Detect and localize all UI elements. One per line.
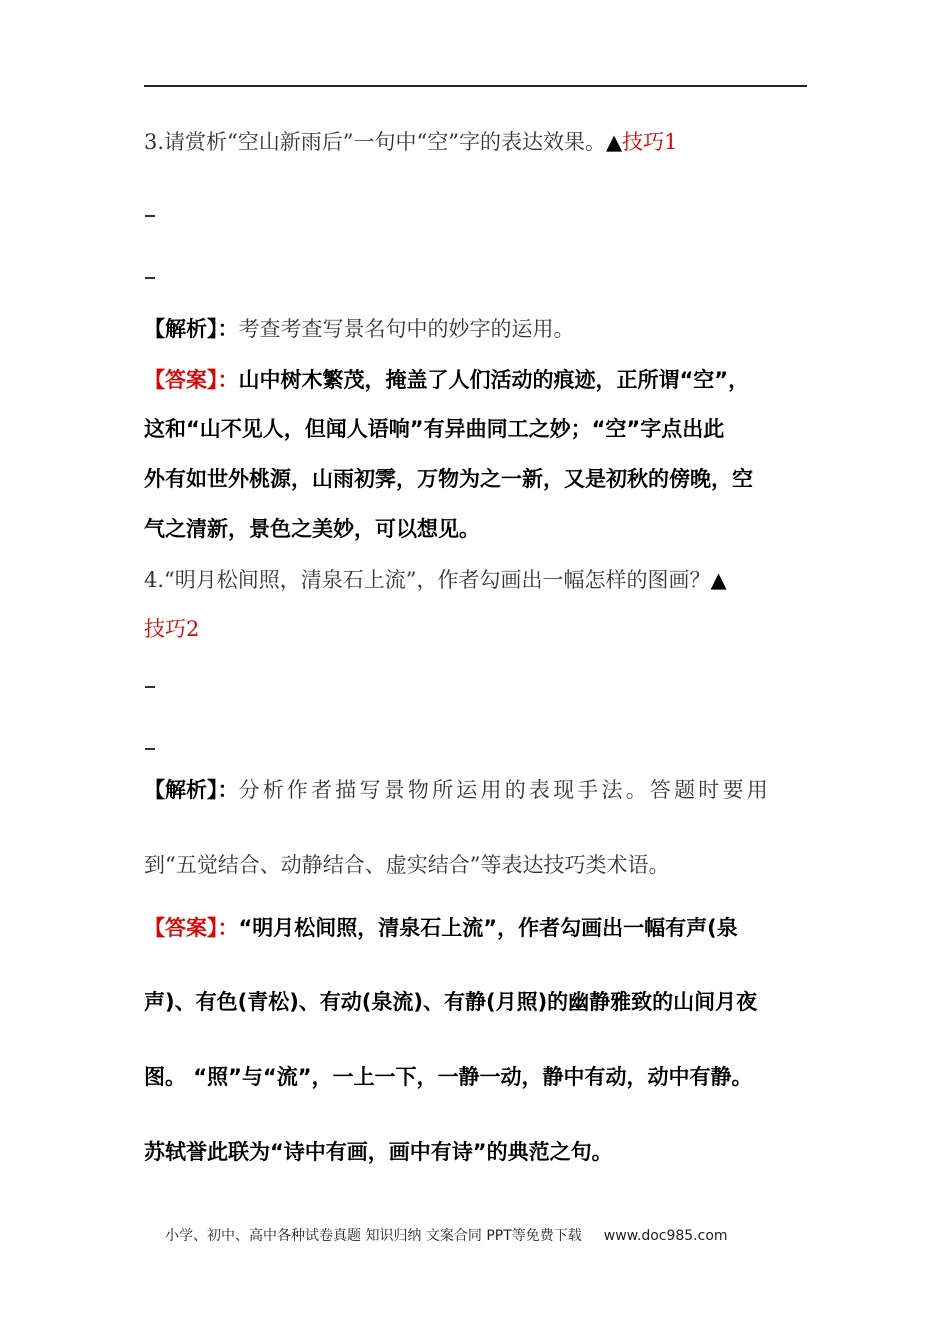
question-4-text: 4.“明月松间照，清泉石上流”，作者勾画出一幅怎样的图画？ <box>144 568 711 592</box>
question-4-analysis <box>144 776 771 804</box>
answer-line: “明月松间照，清泉石上流”，作者勾画出一幅有声(泉 <box>238 916 738 940</box>
answer-blank-line[interactable] <box>145 748 155 750</box>
question-4-answer <box>144 914 738 942</box>
answer-blank-line[interactable] <box>145 277 155 279</box>
answer-line: 苏轼誉此联为“诗中有画，画中有诗”的典范之句。 <box>144 1140 613 1164</box>
triangle-icon: ▲ <box>710 568 727 592</box>
question-3-tip: 技巧1 <box>622 130 678 154</box>
answer-line: 外有如世外桃源，山雨初霁，万物为之一新，又是初秋的傍晚，空 <box>144 467 753 491</box>
answer-line: 声)、有色(青松)、有动(泉流)、有静(月照)的幽静雅致的山间月夜 <box>144 990 758 1014</box>
answer-line: 气之清新，景色之美妙，可以想见。 <box>144 517 480 541</box>
analysis-label: 【解析】： <box>144 778 239 802</box>
page-footer <box>165 1226 728 1246</box>
analysis-text: 考查考查写景名句中的妙字的运用。 <box>238 317 575 341</box>
question-3-answer <box>144 366 749 394</box>
question-4 <box>144 566 727 594</box>
question-3-analysis <box>144 315 575 343</box>
header-rule <box>144 85 807 87</box>
answer-line: 山中树木繁茂，掩盖了人们活动的痕迹，正所谓“空”， <box>238 368 750 392</box>
triangle-icon: ▲ <box>605 130 623 154</box>
answer-line: 这和“山不见人，但闻人语响”有异曲同工之妙；“空”字点出此 <box>144 417 725 441</box>
analysis-label: 【解析】： <box>144 317 239 341</box>
analysis-text: 分析作者描写景物所运用的表现手法。答题时要用 <box>238 778 771 802</box>
question-3 <box>144 128 678 156</box>
answer-blank-line[interactable] <box>145 686 155 688</box>
question-3-text: 3.请赏析“空山新雨后”一句中“空”字的表达效果。 <box>144 130 606 154</box>
footer-url-link[interactable]: www.doc985.com <box>603 1228 728 1244</box>
footer-text: 小学、初中、高中各种试卷真题 知识归纳 文案合同 PPT等免费下载 <box>165 1228 582 1244</box>
answer-label: 【答案】： <box>144 916 239 940</box>
analysis-text: 到“五觉结合、动静结合、虚实结合”等表达技巧类术语。 <box>144 853 670 877</box>
answer-line: 图。 “照”与“流”，一上一下，一静一动，静中有动，动中有静。 <box>144 1065 753 1089</box>
answer-label: 【答案】： <box>144 368 239 392</box>
question-4-tip: 技巧2 <box>144 617 200 641</box>
answer-blank-line[interactable] <box>145 215 155 217</box>
